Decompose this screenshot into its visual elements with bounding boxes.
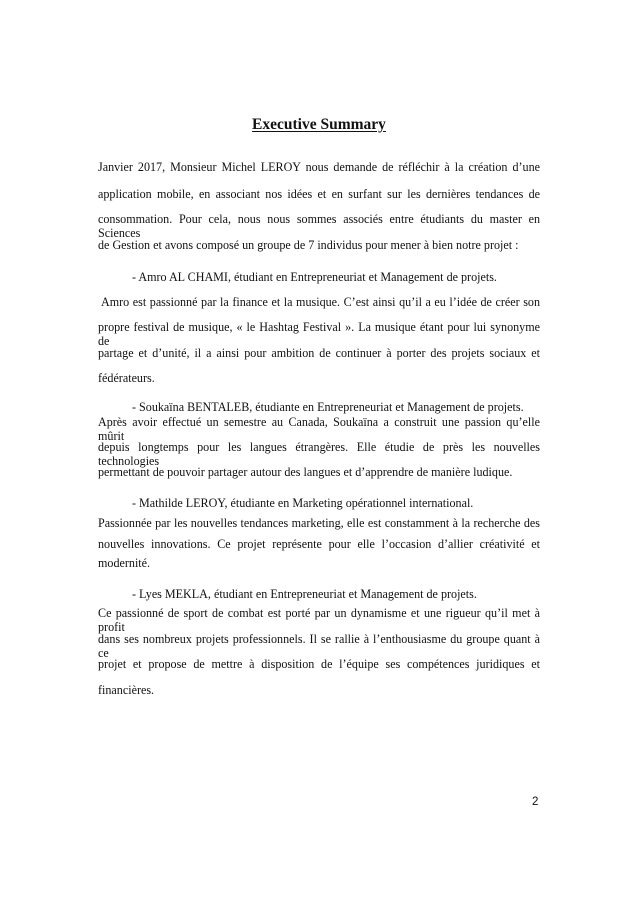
member-text-line: fédérateurs.: [98, 371, 155, 385]
member-text-line: financières.: [98, 683, 155, 697]
member-heading: - Soukaïna BENTALEB, étudiante en Entrepreneuriat et Management de projets.: [132, 400, 524, 414]
member-text-line: permettant de pouvoir partager autour des langues et d’apprendre de manière ludique.: [98, 465, 513, 479]
member-heading: - Lyes MEKLA, étudiant en Entrepreneuriat et Management de projets.: [132, 587, 477, 601]
member-text-line: Passionnée par les nouvelles tendances marketing, elle est constamment à la recherche des: [98, 516, 540, 530]
intro-line: consommation. Pour cela, nous nous sommes associés entre étudiants du master en Sciences: [98, 212, 540, 240]
intro-line: de Gestion et avons composé un groupe de 7 individus pour mener à bien notre projet :: [98, 238, 519, 252]
member-heading: - Amro AL CHAMI, étudiant en Entrepreneuriat et Management de projets.: [132, 270, 497, 284]
member-text-line: partage et d’unité, il a ainsi pour ambition de continuer à porter des projets sociaux et: [98, 346, 540, 360]
page-number: 2: [532, 796, 539, 808]
member-text-line: Après avoir effectué un semestre au Canada, Soukaïna a construit une passion qu’elle mûrit: [98, 415, 540, 443]
member-text-line: modernité.: [98, 556, 151, 570]
member-text-line: dans ses nombreux projets professionnels. Il se rallie à l’enthousiasme du groupe quant à ce: [98, 632, 540, 660]
intro-line: application mobile, en associant nos idées et en surfant sur les dernières tendances de: [98, 187, 540, 201]
member-text-line: projet et propose de mettre à disposition de l’équipe ses compétences juridiques et: [98, 657, 540, 671]
page-title: Executive Summary: [252, 116, 386, 133]
member-text-line: nouvelles innovations. Ce projet représente pour elle l’occasion d’allier créativité et: [98, 537, 540, 551]
member-text-line: propre festival de musique, « le Hashtag Festival ». La musique étant pour lui synonyme de: [98, 320, 540, 348]
member-heading: - Mathilde LEROY, étudiante en Marketing opérationnel international.: [132, 496, 474, 510]
member-text-line: Amro est passionné par la finance et la musique. C’est ainsi qu’il a eu l’idée de créer son: [101, 295, 540, 309]
member-text-line: Ce passionné de sport de combat est porté par un dynamisme et une rigueur qu’il met à profit: [98, 606, 540, 634]
member-text-line: depuis longtemps pour les langues étrangères. Elle étudie de près les nouvelles technologies: [98, 440, 540, 468]
intro-line: Janvier 2017, Monsieur Michel LEROY nous demande de réfléchir à la création d’une: [98, 160, 540, 174]
